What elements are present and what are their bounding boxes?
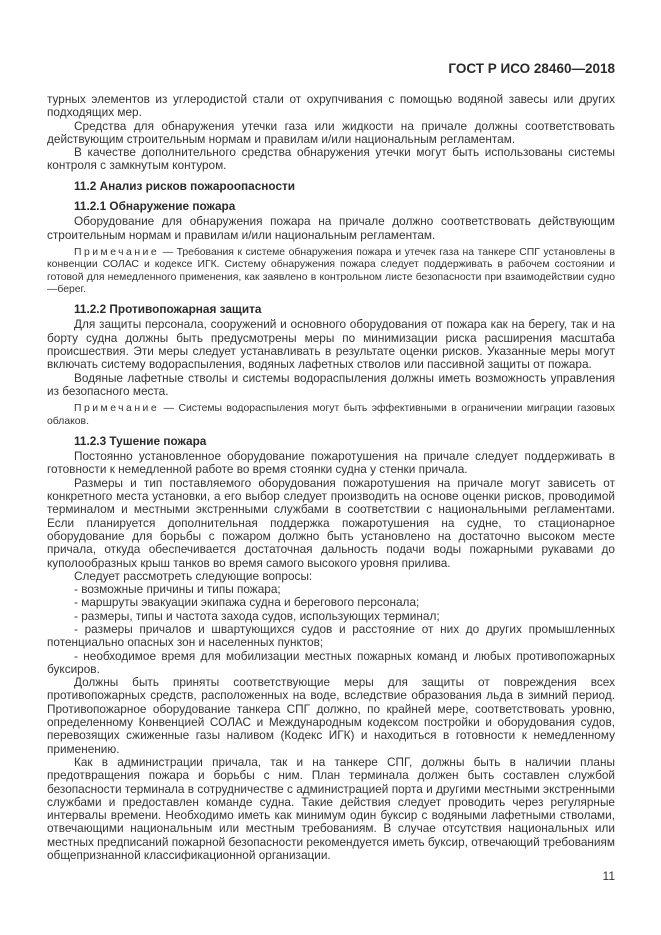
note-text: — Требования к системе обнаружения пожара и утечек газа на танкере СПГ установлены в конвенции СОЛАС и кодексе ИГК. Систему обнаружения пожара следует поддерживать в рабочем состоянии и готовой для немедленного применения, как заявлено в контрольном листе безопасности при взаимодействии судно—берег. — [47, 246, 616, 295]
note-label: Примечание — [74, 403, 160, 415]
list-item: - размеры, типы и частота захода судов, использующих терминал; — [74, 608, 440, 623]
page-number: 11 — [602, 869, 615, 884]
note — [47, 403, 615, 428]
note-text: — Системы водораспыления могут быть эффективными в ограничении миграции газовых облаков. — [47, 403, 615, 427]
paragraph: Следует рассмотреть следующие вопросы: — [74, 568, 313, 583]
section-heading: 11.2.2 Противопожарная защита — [74, 302, 262, 317]
paragraph: В качестве дополнительного средства обнаружения утечки могут быть использованы системы контроля с замкнутым контуром. — [47, 145, 615, 173]
paragraph: Водяные лафетные стволы и системы водораспыления должны иметь возможность управления из безопасного места. — [47, 370, 615, 398]
note-label: Примечание — [74, 246, 160, 258]
paragraph: Для защиты персонала, сооружений и основного оборудования от пожара как на берегу, так и на борту судна должны быть предусмотрены меры по минимизации риска расширения масштаба происшествия. Эти меры следует устанавливать в результате оценки рисков. Указанные меры могут включать систему водораспыления, водяных лафетных стволов или пассивной защиты от пожара. — [47, 317, 615, 372]
section-heading: 11.2.1 Обнаружение пожара — [74, 199, 236, 214]
section-heading: 11.2 Анализ рисков пожароопасности — [74, 178, 296, 193]
list-item: - необходимое время для мобилизации местных пожарных команд и любых противопожарных буксиров. — [47, 648, 615, 676]
paragraph: Размеры и тип поставляемого оборудования пожаротушения на причале могут зависеть от конкретного места установки, а его выбор следует производить на основе оценки рисков, проводимой терминалом и местными экстренными службами в соответствии с национальными регламентами. Если планируется дополнительная поддержка пожаротушения на судне, то стационарное оборудование для борьбы с пожаром должно быть установлено на достаточно высоком месте причала, откуда обеспечивается достаточная дальность подачи воды пожарными рукавами до куполообразных крыш танков во время самого высокого уровня прилива. — [47, 475, 615, 570]
paragraph: Оборудование для обнаружения пожара на причале должно соответствовать действующим строительным нормам и правилам и/или национальным регламентам. — [47, 214, 615, 242]
document-header: ГОСТ Р ИСО 28460—2018 — [448, 61, 615, 76]
list-item: - размеры причалов и швартующихся судов и расстояние от них до других промышленных потенциально опасных зон и населенных пунктов; — [47, 621, 615, 650]
paragraph: Как в администрации причала, так и на танкере СПГ, должны быть в наличии планы предотвращения пожара и борьбы с ним. План терминала должен быть составлен службой безопасности терминала в сотрудничестве с администрацией порта и другими местными экстренными службами и предоставлен команде судна. Такие действия следует проводить через регулярные интервалы времени. Необходимо иметь как минимум один буксир с водяными лафетными стволами, отвечающими национальным или местным требованиям. В случае отсутствия национальных или местных предписаний пожарной безопасности рекомендуется иметь буксир, отвечающий требованиям общепризнанной классификационной организации. — [47, 754, 615, 863]
note — [47, 247, 615, 296]
list-item: - возможные причины и типы пожара; — [74, 582, 281, 597]
list-item: - маршруты эвакуации экипажа судна и берегового персонала; — [74, 595, 420, 610]
paragraph: турных элементов из углеродистой стали от охрупчивания с помощью водяной завесы или других подходящих мер. — [47, 92, 615, 120]
section-heading: 11.2.3 Тушение пожара — [74, 433, 207, 448]
document-content — [47, 93, 615, 862]
paragraph: Должны быть приняты соответствующие меры для защиты от повреждения всех противопожарных средств, расположенных на воде, вследствие образования льда в зимний период. Противопожарное оборудование танкера СПГ должно, по крайней мере, соответствовать уровню, определенному Конвенцией СОЛАС и Международным кодексом постройки и оборудования судов, перевозящих сжиженные газы наливом (Кодекс ИГК) и находиться в готовности к немедленному применению. — [47, 675, 615, 756]
paragraph: Средства для обнаружения утечки газа или жидкости на причале должны соответствовать действующим строительным нормам и правилам и/или национальным регламентам. — [47, 118, 615, 146]
paragraph: Постоянно установленное оборудование пожаротушения на причале следует поддерживать в готовности к немедленной работе во время стоянки судна у стенки причала. — [47, 449, 615, 477]
